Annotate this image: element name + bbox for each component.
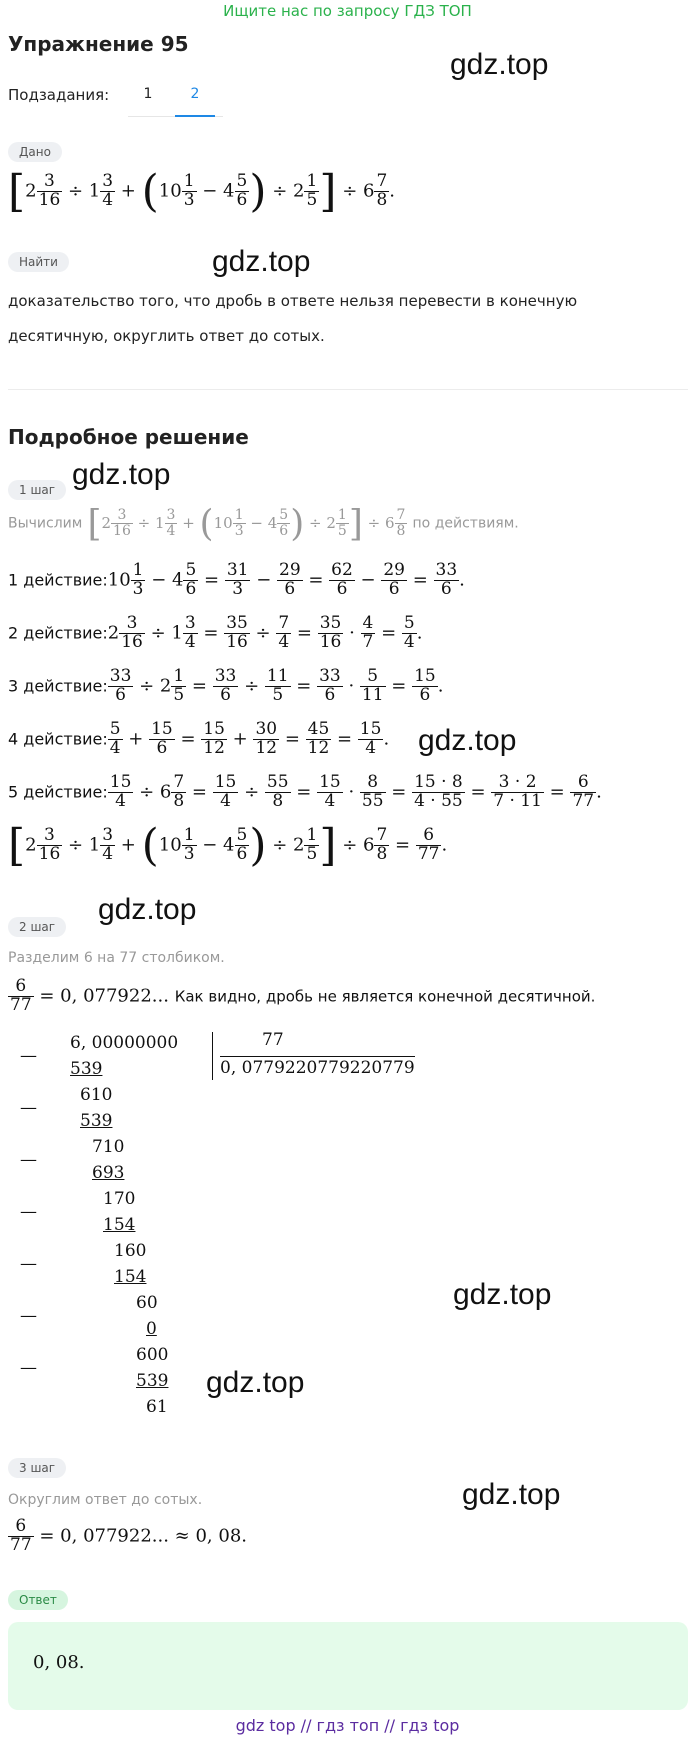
action-2: 2 действие:2 $\frac{3}{16}$ ÷ 1 $\frac{3}{4}$ = $\frac{35}{16}$ ÷ $\frac{7}{4}$ = $\frac{35}{16}$ · $\frac{4}{7}$ = $\frac{5}{4}$ . [8,613,423,652]
footer-links[interactable]: gdz top // гдз топ // гдз top [235,1716,460,1735]
division-row: 170 [103,1189,136,1209]
solution-heading: Подробное решение [8,425,249,449]
step2-badge: 2 шаг [8,917,66,937]
active-tab-indicator [175,115,215,117]
watermark: gdz.top [450,48,549,81]
minus-sign: — [20,1046,37,1066]
page-title: Упражнение 95 [8,32,189,56]
dividend: 6, 00000000 [70,1033,179,1053]
division-row: 693 [92,1163,125,1183]
watermark: gdz.top [462,1478,561,1511]
find-badge: Найти [8,252,69,272]
section-divider [8,389,688,390]
answer-badge: Ответ [8,1590,68,1610]
find-text-line1: доказательство того, что дробь в ответе нельзя перевести в конечную [8,292,578,310]
division-row: 60 [136,1293,158,1313]
given-expression: [2 $\frac{3}{16}$ ÷ 1 $\frac{3}{4}$ + (10 $\frac{1}{3}$ − 4 $\frac{5}{6}$ ) ÷ 2 $\frac{1}{5}$ ] ÷ 6 $\frac{7}{8}$ . [8,166,396,217]
minus-sign: — [20,1202,37,1222]
minus-sign: — [20,1150,37,1170]
subtasks-label: Подзадания: [8,86,110,104]
step3-intro: Округлим ответ до сотых. [8,1492,203,1508]
division-row: 160 [114,1241,147,1261]
answer-box [8,1622,688,1710]
given-badge: Дано [8,142,62,162]
tab-subtask-1[interactable]: 1 [143,86,153,102]
promo-banner[interactable]: Ищите нас по запросу ГДЗ ТОП [223,2,472,20]
find-text-line2: десятичную, округлить ответ до сотых. [8,327,325,345]
divisor: 77 [262,1030,284,1050]
watermark: gdz.top [206,1366,305,1399]
step1-badge: 1 шаг [8,480,66,500]
division-row: 154 [114,1267,147,1287]
tab-subtask-2[interactable]: 2 [190,86,200,102]
step1-intro: Вычислим [2 $\frac{3}{16}$ ÷ 1 $\frac{3}{4}$ + (10 $\frac{1}{3}$ − 4 $\frac{5}{6}$ ) ÷ 2 $\frac{1}{5}$ ] ÷ 6 $\frac{7}{8}$ по действиям. [8,503,519,544]
division-row: 539 [70,1059,103,1079]
action-1: 1 действие:10 $\frac{1}{3}$ − 4 $\frac{5}{6}$ = $\frac{31}{3}$ − $\frac{29}{6}$ = $\frac{62}{6}$ − $\frac{29}{6}$ = $\frac{33}{6}$ . [8,560,465,599]
step3-badge: 3 шаг [8,1458,66,1478]
minus-sign: — [20,1098,37,1118]
action-5: 5 действие: $\frac{15}{4}$ ÷ 6 $\frac{7}{8}$ = $\frac{15}{4}$ ÷ $\frac{55}{8}$ = $\frac{15}{4}$ · $\frac{8}{55}$ = $\frac{15 \cdot 8}{4 \cdot 55}$ = $\frac{3 \cdot 2}{7 \cdot 11}$ = $\frac{6}{77}$ . [8,772,602,811]
step3-result: $\frac{6}{77}$ = 0, 077922... ≈ 0, 08. [10,1516,247,1555]
minus-sign: — [20,1306,37,1326]
division-row: 539 [80,1111,113,1131]
action-4: 4 действие: $\frac{5}{4}$ + $\frac{15}{6}$ = $\frac{15}{12}$ + $\frac{30}{12}$ = $\frac{45}{12}$ = $\frac{15}{4}$ . [8,719,390,758]
quotient: 0, 0779220779220779 [220,1058,415,1078]
division-row: 0 [146,1319,157,1339]
watermark: gdz.top [212,245,311,278]
quotient-line [220,1056,415,1057]
watermark: gdz.top [453,1278,552,1311]
division-row: 600 [136,1345,169,1365]
watermark: gdz.top [72,458,171,491]
step2-result: $\frac{6}{77}$ = 0, 077922... Как видно, дробь не является конечной десятичной. [10,976,596,1015]
minus-sign: — [20,1254,37,1274]
division-row: 61 [146,1397,168,1417]
action-3: 3 действие: $\frac{33}{6}$ ÷ 2 $\frac{1}{5}$ = $\frac{33}{6}$ ÷ $\frac{11}{5}$ = $\frac{33}{6}$ · $\frac{5}{11}$ = $\frac{15}{6}$ . [8,666,444,705]
division-row: 539 [136,1371,169,1391]
minus-sign: — [20,1358,37,1378]
division-row: 710 [92,1137,125,1157]
division-row: 610 [80,1085,113,1105]
long-division [0,1030,695,1430]
watermark: gdz.top [418,724,517,757]
step1-result: [2 $\frac{3}{16}$ ÷ 1 $\frac{3}{4}$ + (10 $\frac{1}{3}$ − 4 $\frac{5}{6}$ ) ÷ 2 $\frac{1}{5}$ ] ÷ 6 $\frac{7}{8}$ = $\frac{6}{77}$ . [8,820,448,871]
division-row: 154 [103,1215,136,1235]
watermark: gdz.top [98,893,197,926]
step2-intro: Разделим 6 на 77 столбиком. [8,950,225,966]
division-bar [212,1032,213,1080]
answer-value: 0, 08. [33,1652,85,1673]
